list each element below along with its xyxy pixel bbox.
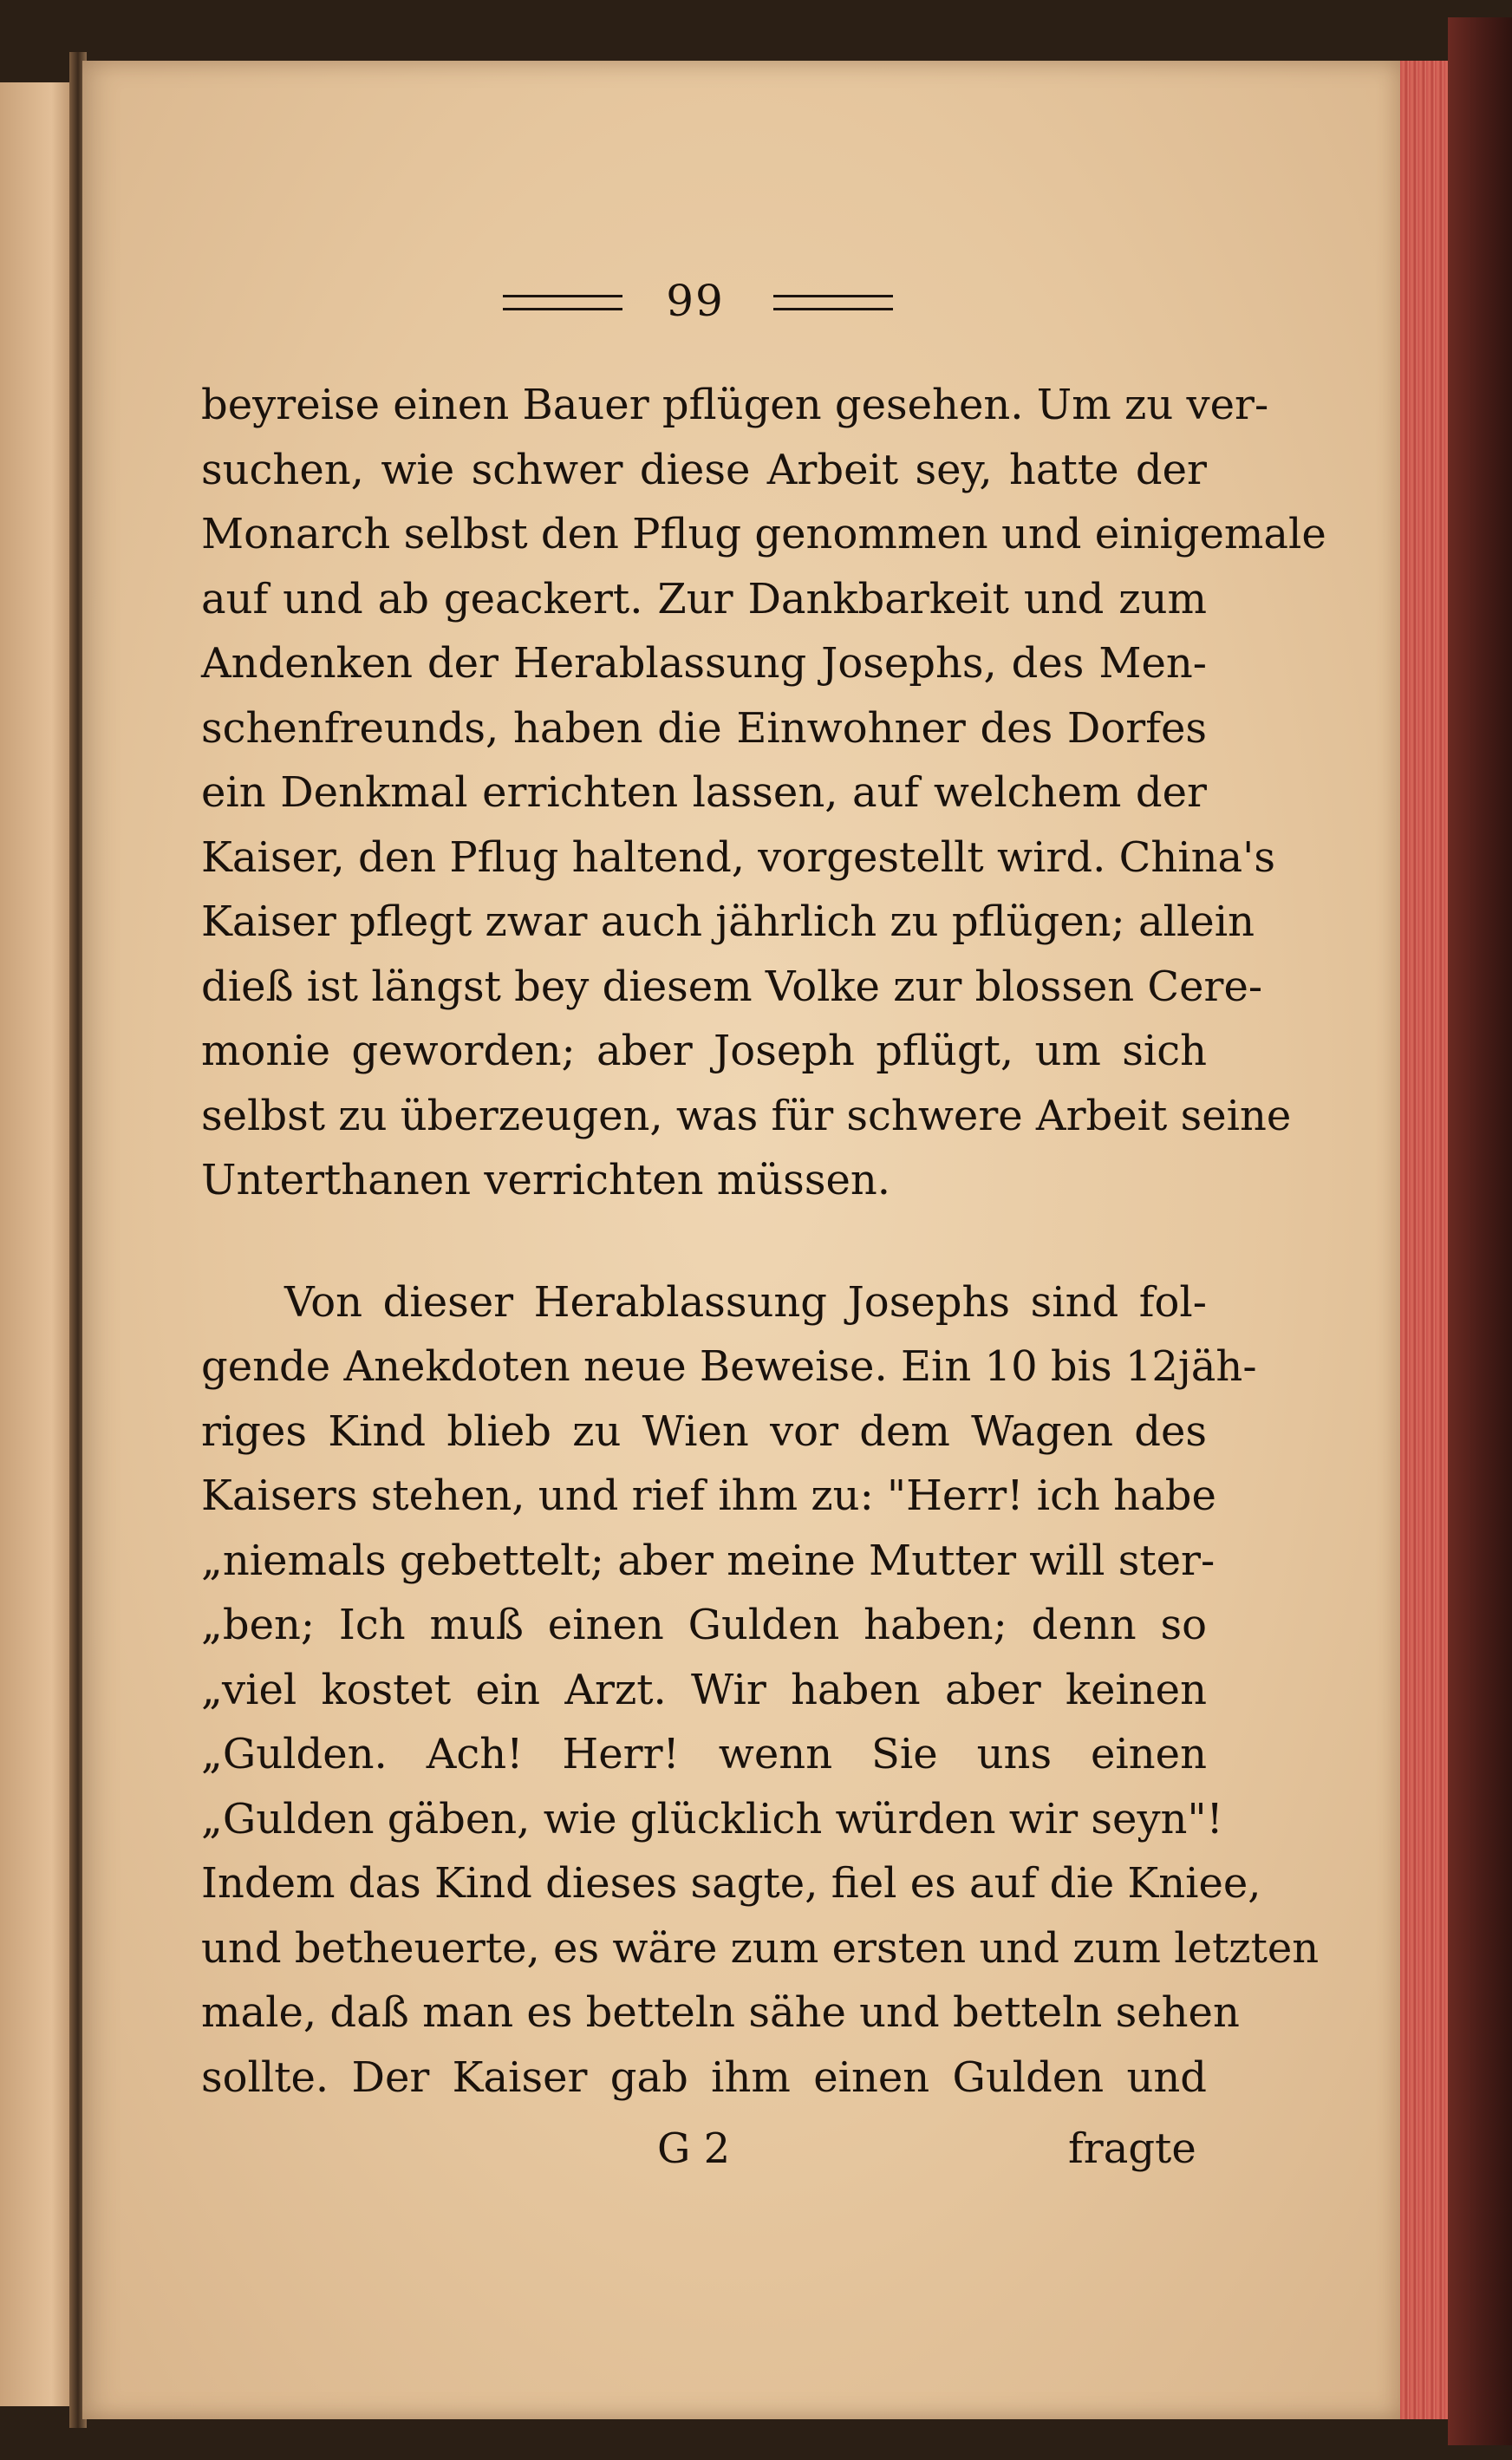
catchword: fragte — [1068, 2124, 1196, 2173]
red-page-edges — [1400, 61, 1448, 2419]
text-line: dieß ist längst bey diesem Volke zur blossen Cere- — [201, 962, 1263, 1011]
text-line: Kaisers stehen, und rief ihm zu: "Herr! ich habe — [201, 1471, 1216, 1520]
text-line: male, daß man es betteln sähe und betteln sehen — [201, 1988, 1240, 2037]
text-line: auf und ab geackert. Zur Dankbarkeit und zum — [201, 574, 1207, 623]
text-line: Von dieser Herablassung Josephs sind fol- — [284, 1277, 1207, 1327]
text-line: gende Anekdoten neue Beweise. Ein 10 bis 12jäh- — [201, 1342, 1257, 1391]
text-line: „viel kostet ein Arzt. Wir haben aber keinen — [201, 1665, 1207, 1714]
running-head — [0, 276, 1512, 328]
paragraph-1 — [201, 373, 1326, 1213]
text-line: monie geworden; aber Joseph pflügt, um sich — [201, 1027, 1207, 1075]
text-line: „niemals gebettelt; aber meine Mutter will ster- — [201, 1536, 1215, 1585]
text-line: beyreise einen Bauer pflügen gesehen. Um zu ver- — [201, 381, 1269, 429]
paragraph-2 — [201, 1270, 1320, 2111]
book-cover-edge — [1448, 17, 1512, 2445]
text-line: riges Kind blieb zu Wien vor dem Wagen des — [201, 1406, 1207, 1456]
text-line: Kaiser, den Pflug haltend, vorgestellt wird. China's — [201, 832, 1275, 882]
text-line: ein Denkmal errichten lassen, auf welchem der — [201, 768, 1207, 817]
text-line: „ben; Ich muß einen Gulden haben; denn so — [201, 1601, 1207, 1649]
text-line: sollte. Der Kaiser gab ihm einen Gulden und — [201, 2052, 1207, 2102]
text-line: und betheuerte, es wäre zum ersten und zum letzten — [201, 1923, 1320, 1973]
text-line: „Gulden gäben, wie glücklich würden wir seyn"! — [201, 1794, 1223, 1843]
text-line: „Gulden. Ach! Herr! wenn Sie uns einen — [201, 1730, 1207, 1778]
text-line: selbst zu überzeugen, was für schwere Arbeit seine — [201, 1091, 1292, 1140]
head-rule-left — [503, 295, 622, 310]
text-line: Kaiser pflegt zwar auch jährlich zu pflügen; allein — [201, 897, 1255, 946]
head-rule-right — [773, 295, 893, 310]
text-line: Andenken der Herablassung Josephs, des Men- — [201, 639, 1207, 688]
text-line: schenfreunds, haben die Einwohner des Dorfes — [201, 703, 1207, 753]
text-line: Unterthanen verrichten müssen. — [201, 1156, 891, 1204]
body-text — [201, 373, 1326, 2110]
page-number: 99 — [666, 276, 725, 326]
text-line: Indem das Kind dieses sagte, fiel es auf die Kniee, — [201, 1859, 1261, 1908]
text-line: Monarch selbst den Pflug genommen und einigemale — [201, 510, 1326, 558]
signature-mark: G 2 — [657, 2124, 731, 2173]
paragraph-gap — [201, 1213, 1207, 1270]
text-line: suchen, wie schwer diese Arbeit sey, hatte der — [201, 445, 1207, 494]
left-page-edge — [0, 82, 74, 2406]
